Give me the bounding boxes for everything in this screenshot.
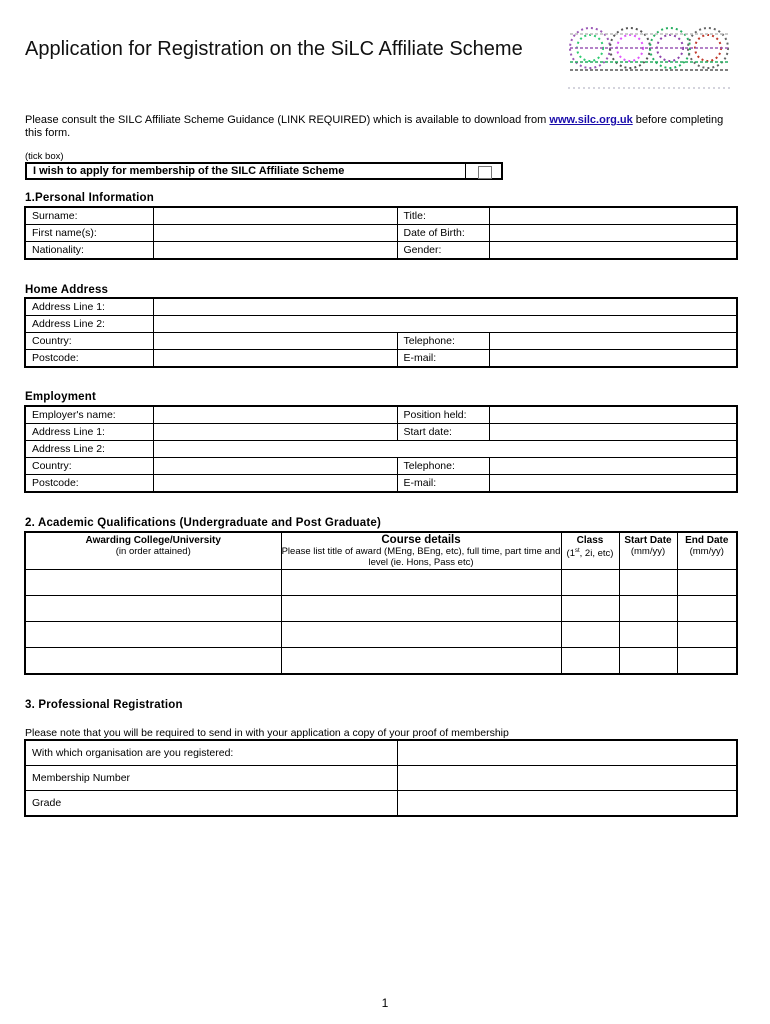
employer-field[interactable] <box>153 406 397 424</box>
college-header: Awarding College/University (in order attained) <box>25 532 281 569</box>
gender-field[interactable] <box>489 242 737 260</box>
grade-field[interactable] <box>397 791 737 817</box>
home-email-label: E-mail: <box>397 350 489 368</box>
professional-note: Please note that you will be required to send in with your application a copy of your proof of membership <box>25 727 509 739</box>
silc-website-link[interactable]: www.silc.org.uk <box>549 114 633 126</box>
intro-text: Please consult the SILC Affiliate Scheme Guidance (LINK REQUIRED) which is available to download from www.silc.org.uk before completing this form. <box>25 114 724 139</box>
home-telephone-label: Telephone: <box>397 333 489 350</box>
title-label: Title: <box>397 207 489 225</box>
apply-membership-row <box>25 162 503 180</box>
employment-line2-label: Address Line 2: <box>25 441 153 458</box>
membership-number-field[interactable] <box>397 766 737 791</box>
employment-line2-field[interactable] <box>153 441 737 458</box>
course-header: Course details Please list title of award (MEng, BEng, etc), full time, part time and level (ie. Hons, Pass etc) <box>281 534 561 568</box>
dob-field[interactable] <box>489 225 737 242</box>
organisation-field[interactable] <box>397 740 737 766</box>
surname-label: Surname: <box>25 207 153 225</box>
employment-table <box>24 405 738 493</box>
professional-table <box>24 739 738 817</box>
home-postcode-field[interactable] <box>153 350 397 368</box>
silc-logo-icon <box>566 14 732 92</box>
table-row <box>25 621 737 647</box>
home-telephone-field[interactable] <box>489 333 737 350</box>
position-label: Position held: <box>397 406 489 424</box>
employment-telephone-label: Telephone: <box>397 458 489 475</box>
employment-country-field[interactable] <box>153 458 397 475</box>
employment-telephone-field[interactable] <box>489 458 737 475</box>
home-line1-field[interactable] <box>153 298 737 316</box>
page-title: Application for Registration on the SiLC Affiliate Scheme <box>25 38 523 60</box>
dob-label: Date of Birth: <box>397 225 489 242</box>
apply-membership-checkbox[interactable] <box>478 166 492 179</box>
apply-membership-label: I wish to apply for membership of the SILC Affiliate Scheme <box>33 165 345 177</box>
start-date-header: Start Date (mm/yy) <box>619 532 677 569</box>
employer-label: Employer's name: <box>25 406 153 424</box>
home-country-label: Country: <box>25 333 153 350</box>
gender-label: Gender: <box>397 242 489 260</box>
employment-country-label: Country: <box>25 458 153 475</box>
professional-heading: 3. Professional Registration <box>25 699 183 711</box>
nationality-label: Nationality: <box>25 242 153 260</box>
employment-postcode-label: Postcode: <box>25 475 153 493</box>
home-line1-label: Address Line 1: <box>25 298 153 316</box>
personal-table <box>24 206 738 260</box>
home-heading: Home Address <box>25 284 109 296</box>
employment-heading: Employment <box>25 391 97 403</box>
table-row <box>25 647 737 674</box>
tick-hint: (tick box) <box>25 151 64 162</box>
employment-line1-label: Address Line 1: <box>25 424 153 441</box>
personal-heading: 1.Personal Information <box>25 192 155 204</box>
home-line2-label: Address Line 2: <box>25 316 153 333</box>
organisation-label: With which organisation are you registered: <box>25 740 397 766</box>
employment-email-field[interactable] <box>489 475 737 493</box>
position-field[interactable] <box>489 406 737 424</box>
home-postcode-label: Postcode: <box>25 350 153 368</box>
page-number: 1 <box>381 996 389 1010</box>
employment-line1-field[interactable] <box>153 424 397 441</box>
employment-email-label: E-mail: <box>397 475 489 493</box>
home-email-field[interactable] <box>489 350 737 368</box>
surname-field[interactable] <box>153 207 397 225</box>
start-date-field[interactable] <box>489 424 737 441</box>
home-line2-field[interactable] <box>153 316 737 333</box>
academic-heading: 2. Academic Qualifications (Undergraduate and Post Graduate) <box>25 517 382 529</box>
membership-number-label: Membership Number <box>25 766 397 791</box>
start-date-label: Start date: <box>397 424 489 441</box>
title-field[interactable] <box>489 207 737 225</box>
first-names-field[interactable] <box>153 225 397 242</box>
employment-postcode-field[interactable] <box>153 475 397 493</box>
table-row <box>25 569 737 595</box>
grade-label: Grade <box>25 791 397 817</box>
class-header: Class (1st, 2i, etc) <box>561 532 619 569</box>
first-names-label: First name(s): <box>25 225 153 242</box>
table-row <box>25 595 737 621</box>
home-country-field[interactable] <box>153 333 397 350</box>
academic-table <box>24 531 738 675</box>
end-date-header: End Date (mm/yy) <box>677 532 737 569</box>
home-table <box>24 297 738 368</box>
nationality-field[interactable] <box>153 242 397 260</box>
